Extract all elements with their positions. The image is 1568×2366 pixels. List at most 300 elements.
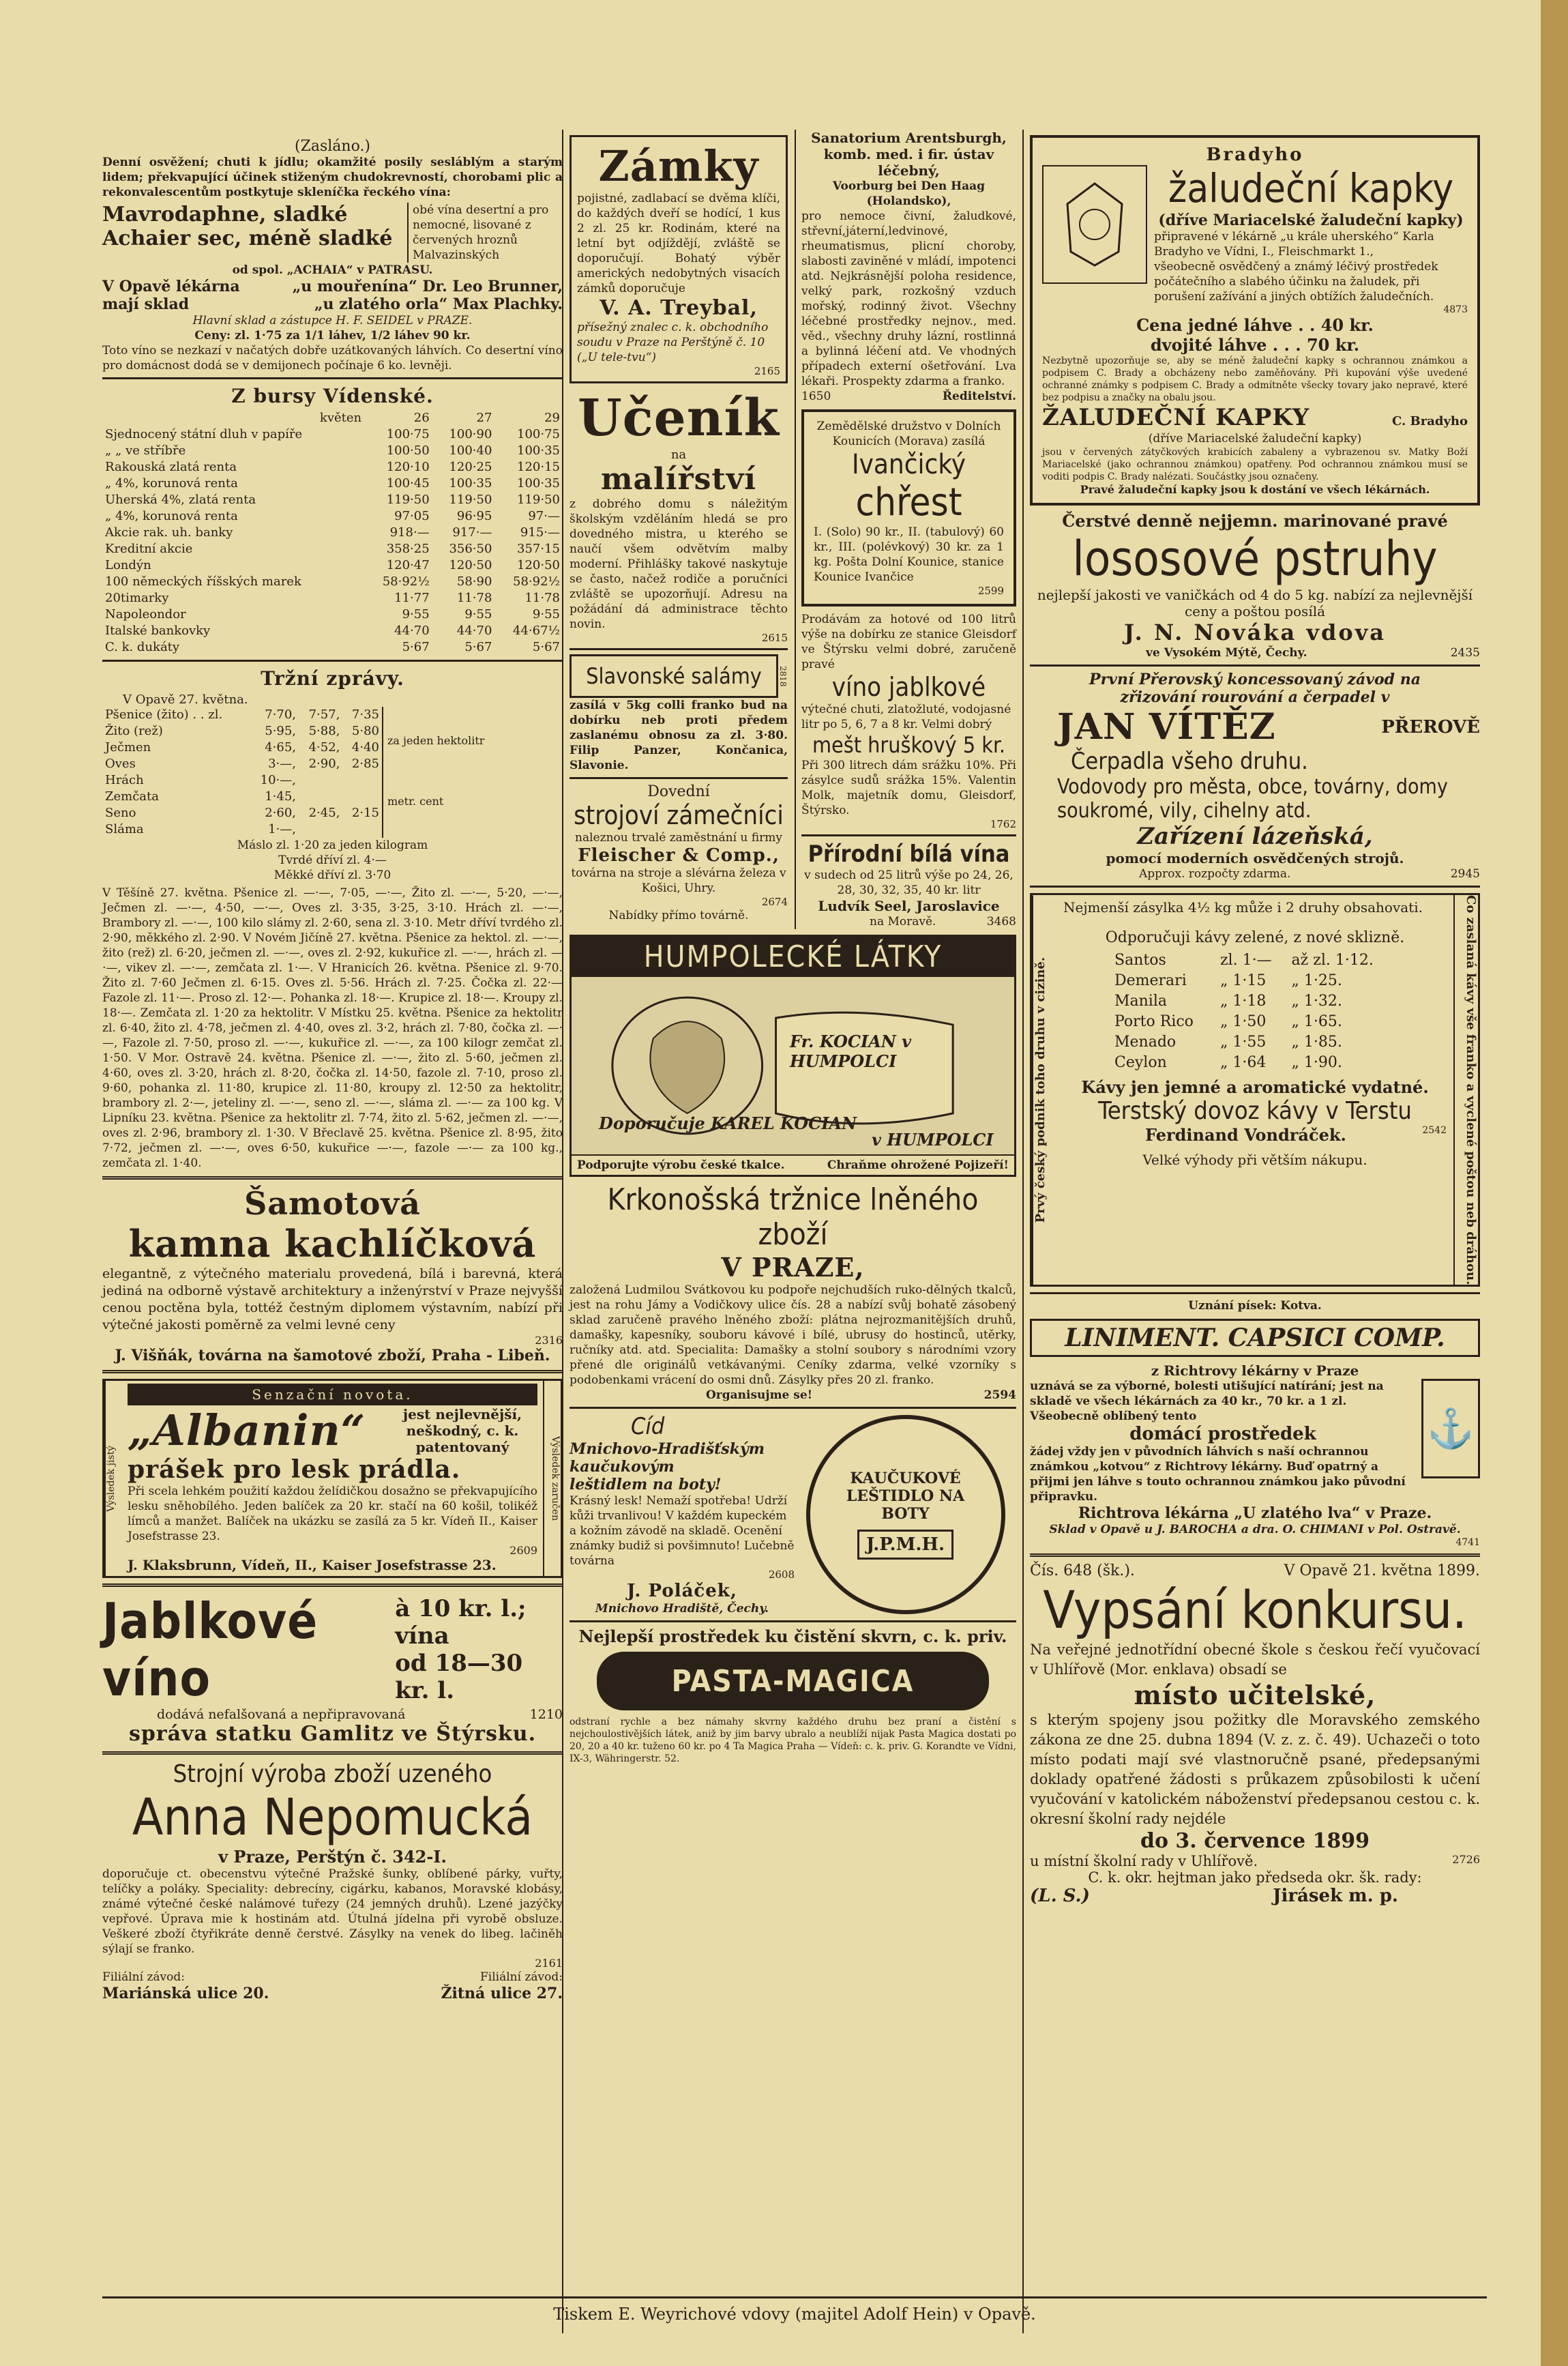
kava-row-a: „ 1·15 (1219, 972, 1267, 989)
wine-prices: Ceny: zl. 1·75 za 1/1 láhev, 1/2 láhev 90 kr. (194, 329, 471, 342)
sklad-label: mají sklad (102, 295, 190, 313)
vitez-number: 2945 (1450, 867, 1480, 881)
trzni-table (102, 707, 382, 838)
bursa-row-value: 100·90 (449, 427, 492, 441)
trzni-row (102, 707, 382, 723)
printer-imprint: Tiskem E. Weyrichové vdovy (majitel Adolf Hein) v Opavě. (553, 2305, 1036, 2324)
albanin-banner: Senzační novota. (128, 1384, 537, 1405)
kava-row (1112, 991, 1398, 1012)
kava-side-right: Co zaslaná kávy vše franko a vyclené poštou neb dráhou. (1453, 895, 1478, 1285)
trzni-row-value: 2·45, (308, 806, 340, 820)
trzni-row-name: Sláma (105, 822, 144, 836)
bursa-date: 27 (476, 411, 492, 425)
bursa-row (102, 476, 563, 492)
bursa-row-value: 119·50 (517, 493, 560, 507)
liniment-title: LINIMENT. CAPSICI COMP. (1030, 1319, 1480, 1357)
anna-filial-2: Žitná ulice 27. (441, 1985, 563, 2002)
trzni-row (102, 789, 382, 805)
bursa-row-value: 5·67 (464, 640, 492, 654)
wine-note: Toto víno se nezkazí v načatých dobře uzátkovaných láhvích. Co desertní víno pro domácnost dodá se v demijonech počínaje 6 ko. levněji. (102, 344, 563, 373)
trzni-row-value: 1·45, (265, 789, 297, 804)
bursa-row-value: 5·67 (532, 640, 560, 654)
pasta-body: odstraní rychle a bez námahy skvrny každého druhu bez praní a čistění s nejchoulostivějších látek, aniž by jim barvy ubralo a neublíží nijak Pasta Magica dostati po 20, 20 a 40 kr. tuženo 60 kr. po 4 Ta Magica Praha — Vídeň: c. k. priv. G. Korandte ve Vídni, IX-3, Währingerstr. 52. (569, 1717, 1016, 1764)
kava-row-n: Porto Rico (1114, 1013, 1194, 1030)
bursa-row-value: 44·70 (456, 624, 492, 638)
opava-label: V Opavě lékárna (102, 278, 240, 295)
bursa-row-value: 58·92½ (513, 574, 560, 589)
chrest-ad (801, 409, 1016, 607)
ucenik-ad (569, 389, 788, 644)
bursa-row-value: 58·90 (456, 574, 492, 589)
konkurs-body-4: C. k. okr. hejtman jako předseda okr. šk. rady: (1088, 1869, 1422, 1886)
zamecnici-firm: Fleischer & Comp., (578, 845, 780, 866)
lesk-name: J. Poláček, (627, 1581, 737, 1601)
lesk-body: Krásný lesk! Nemaží spotřeba! Udrží kůži trvanlivou! V každém kupeckém a kožním závodě na skladě. Ocenění známky budiž si povšimnuto! Lučebně továrna (569, 1494, 795, 1568)
albanin-name: „Albanin“ (128, 1405, 366, 1455)
bursa-row-value: 100·35 (517, 443, 560, 458)
lesk-line-1: Mnichovo-Hradišťským (569, 1440, 765, 1458)
pstruhy-place: ve Vysokém Mýtě, Čechy. (1146, 646, 1307, 660)
softwood-price: Měkké dříví zl. 3·70 (273, 868, 391, 882)
salamy-side-number: 2818 (778, 665, 788, 687)
bursa-row (102, 459, 563, 476)
albanin-side-left: Výsledek jistý (104, 1381, 122, 1576)
liniment-top: Uznání písek: Kotva. (1188, 1299, 1322, 1313)
zamky-info: přísežný znalec c. k. obchodního soudu v Praze na Perštýně č. 10 („U tele-tvu“) (577, 321, 769, 364)
trzni-row-name: Zemčata (105, 789, 160, 804)
konkurs-body-1: Na veřejné jednotřídní obecné škole s českou řečí vyučovací v Uhlířově (Mor. enklava) obsadí se (1030, 1641, 1480, 1678)
lesk-badge-text: KAUČUKOVÉ LEŠTIDLO NA BOTY (846, 1470, 965, 1523)
kava-price-table (1112, 950, 1398, 1073)
chrest-top: Zemědělské družstvo v Dolních Kounicích (Morava) zasílá (816, 420, 1001, 448)
bursa-row-value: 120·50 (517, 558, 560, 572)
kava-row-n: Manila (1114, 993, 1167, 1010)
kava-footer: Velké výhody při větším nákupu. (1142, 1152, 1367, 1168)
trzni-row-value (342, 772, 382, 789)
kava-row (1112, 971, 1398, 991)
zamecnici-top: Dovední (647, 783, 710, 800)
anna-name: Anna Nepomucká (132, 1788, 533, 1847)
brady-body-1: připravené v lékárně „u krále uherského“ Karla Bradyho ve Vídni, I., Fleischmarkt 1., (1154, 230, 1434, 259)
brady-subtitle-2: (dříve Mariacelské žaludeční kapky) (1148, 432, 1362, 446)
krkonosska-number: 2594 (983, 1388, 1016, 1402)
kava-row-n: Demerari (1114, 972, 1187, 989)
bursa-table (102, 410, 563, 656)
kava-top: Nejmenší zásylka 4½ kg může i 2 druhy obsahovati. (1063, 899, 1423, 916)
humpolec-illustration (572, 977, 1014, 1154)
zamecnici-title: strojoví zámečníci (574, 800, 784, 830)
zaslano-intro: Denní osvěžení; chuti k jídlu; okamžité posily sesláblým a starým lidem; překvapující účinek stiženým chudokrevností, chorobami plic a rekonvalescentům postkytuje skleníčka řeckého vína: (102, 156, 563, 199)
bursa-row-value: 358·25 (386, 542, 430, 556)
kava-row-n: Santos (1114, 952, 1166, 969)
samotova-title: Šamotová (244, 1185, 421, 1222)
brady-footer: Pravé žaludeční kapky jsou k dostání ve všech lékárnách. (1080, 483, 1430, 496)
bursa-row (102, 525, 563, 541)
vitez-city: PŘEROVĚ (1381, 716, 1480, 737)
bursa-row-value: 100·75 (517, 427, 560, 441)
bursa-row-value: 58·92½ (382, 574, 430, 589)
market-reports: V Těšíně 27. května. Pšenice zl. —·—, 7·05, —·—, Žito zl. —·—, 5·20, —·—, Ječmen zl. —·—, 4·50, —·—, Oves zl. 3·35, 3·25, 3·10. Hrách zl. —·—, Brambory zl. —·—, 100 kilo slámy zl. 2·60, sena zl. 3·10. Metr dříví tvrdého zl. 2·90, měkkého zl. 2·90. V Novém Jičíně 27. května. Pšenice za hektol. zl. —·—, žito (rež) zl. 6·20, ječmen zl. —·—, oves zl. 2·92, kukuřice zl. —·—, hrách zl. —·—, vikev zl. —·—, zemčata zl. 1·—. V Hranicích 26. května. Pšenice zl. 9·70. Žito zl. 7·60 Ječmen zl. 6·15. Oves zl. 5·56. Hrách zl. 7·25. Čočka zl. 22·— Fazole zl. 11·—. Proso zl. 12·—. Pohanka zl. 18·—. Krupice zl. 18·—. Kroupy zl. 18·—. Zemčata zl. 1·20 za hektolitr. V Místku 25. května. Pšenice za hektolitr zl. 6·40, žito zl. 4·78, ječmen zl. 4·40, oves zl. 3·2, hrách zl. 7·80, čočka zl. —·—, Fazole zl. 7·50, proso zl. —·—, kukuřice zl. —·—, za 100 kilogr zemčat zl. 1·50. V Mor. Ostravě 24. května. Pšenice zl. —·—, žito zl. 5·60, ječmen zl. 4·60, oves zl. 3·20, hrách zl. 8·20, čočka zl. 14·50, fazole zl. 7·10, proso zl. 9·60, pohanka zl. 11·80, krupice zl. 11·80, kroupy zl. 12·50 za hektolitr, brambory zl. 2·—, jeteliny zl. —·—, seno zl. —·—, sláma zl. —·— za 100 kg. V Lipníku 23. května. Pšenice za hektolitr zl. 7·74, žito zl. 5·62, ječmen zl. —·—, oves zl. 2·96, brambory zl. 1·30. V Břeclavě 25. května. Pšenice zl. 8·95, žito 7·72, ječmen zl. —·—, oves 6·50, kukuřice —·—, fazole —·— za 100 kg., zemčata zl. 1·40. (102, 886, 563, 1170)
bursa-row-value: 9·55 (532, 607, 560, 622)
bursa-row-value: 100·35 (517, 476, 560, 491)
jablkove2-body2: Při 300 litrech dám srážku 10%. Při zásylce sudů srážka 15%. Valentin Molk, majetník domu, Gleisdorf, Štýrsko. (801, 759, 1016, 817)
bursa-row-value: 96·95 (456, 509, 492, 523)
pasta-name: PASTA-MAGICA (671, 1663, 915, 1699)
vina-title: Přírodní bílá vína (808, 841, 1010, 868)
bursa-row (102, 590, 563, 607)
kava-row-a: „ 1·50 (1219, 1013, 1267, 1030)
jablkove2-mest: mešt hruškový 5 kr. (812, 732, 1005, 758)
trzni-row-value: 2·85 (351, 757, 379, 771)
chrest-body: I. (Solo) 90 kr., II. (tabulový) 60 kr., III. (polévkový) 30 kr. za 1 kg. Pošta Dolní Kounice, stanice Kounice Ivančice (814, 525, 1004, 584)
liniment-sub: z Richtrovy lékárny v Praze (1151, 1362, 1359, 1379)
brady-body-3: Nezbytně upozorňuje se, aby se méně žaludeční kapky s ochrannou známkou a podpisem C. Brady a obcházeny nebo zaměňovány. Při kupování výše uvedené ochranné známky s podpisem C. Brady a odmítněte všecky tovary jako nepravé, které bez podpisu a značky na obalu jsou. (1042, 355, 1468, 403)
anna-filial-1-label: Filiální závod: (102, 1970, 186, 1984)
pstruhy-body: nejlepší jakosti ve vaničkách od 4 do 5 kg. nabízí za nejlevnější ceny a poštou posílá (1037, 587, 1473, 619)
liniment-body: uznává se za výborné, bolesti utišující natírání; jest na skladě ve všech lékárnách za 40 kr., 70 kr. a 1 zl. Všeobecně oblíbený tento (1030, 1379, 1384, 1424)
jablkove-number: 1210 (529, 1707, 563, 1722)
bursa-row-value: 120·10 (386, 460, 430, 474)
sanatorium-end: Ředitelství. (942, 390, 1016, 403)
bursa-row-value: 100·35 (449, 476, 492, 491)
kava-name: Terstský dovoz kávy v Terstu (1098, 1097, 1412, 1125)
humpolec-footer-right: Chraňme ohrožené Pojizeří! (827, 1158, 1009, 1172)
brady-number: 4873 (1443, 304, 1468, 315)
bursa-row-value: 44·67½ (513, 624, 560, 638)
wine-achaier: Achaier sec, méně sladké (102, 227, 393, 250)
lesk-badge-mono: J.P.M.H. (857, 1530, 953, 1560)
kava-row-b: „ 1·65. (1291, 1013, 1342, 1030)
brady-title-2: ŽALUDEČNÍ KAPKY (1042, 404, 1310, 431)
samotova-signature: J. Višňák, továrna na šamotové zboží, Praha - Libeň. (115, 1347, 550, 1364)
samotova-ad (102, 1185, 563, 1364)
vitez-ad (1030, 671, 1480, 881)
brady-subtitle: (dříve Mariacelské žaludeční kapky) (1158, 211, 1464, 229)
kava-row-b: „ 1·90. (1291, 1054, 1342, 1071)
wine-company: od spol. „ACHAIA“ v PATRASU. (232, 263, 433, 277)
humpolec-ad (569, 935, 1016, 1177)
bursa-row-value: 915·— (520, 525, 560, 540)
konkurs-body-2: s kterým spojeny jsou požitky dle Moravského zemského zákona ze dne 25. dubna 1894 (V. z. z. č. 49). Uchazeči o toto místo podati mají své vlastnoručně psané, předepsanými doklady opatřené žádosti s průkazem způsobilosti k učení vyučování v katolickém náboženství předepsanou cestou c. k. okresní školní rady nejdéle (1030, 1712, 1480, 1828)
trzni-row-name: Pšenice (žito) . . zl. (105, 707, 223, 722)
page-edge (1541, 0, 1568, 2366)
vitez-water: Vodovody pro města, obce, továrny, domy soukromé, vily, cihelny atd. (1057, 775, 1448, 823)
bursa-row-value: 9·55 (464, 607, 492, 622)
bursa-row-value: 11·77 (394, 591, 430, 605)
trzni-row-value: 4·65, (265, 740, 297, 755)
kava-row (1112, 950, 1398, 971)
kava-row-b: až zl. 1·12. (1291, 952, 1374, 969)
albanin-side-right: Výsledek zaručen (543, 1381, 561, 1576)
trzni-row-name: Hrách (105, 773, 144, 787)
kava-row (1112, 1012, 1398, 1032)
pstruhy-top: Čerstvé denně nejjemn. marinované pravé (1062, 511, 1448, 531)
jablkove-signature: správa statku Gamlitz ve Štýrsku. (128, 1722, 537, 1746)
bursa-row-value: 918·— (389, 525, 430, 540)
krkonosska-ad (569, 1182, 1016, 1403)
hardwood-price: Tvrdé dříví zl. 4·— (278, 853, 387, 867)
brady-price-2: dvojité láhve . . . 70 kr. (1150, 335, 1360, 355)
bursa-row (102, 623, 563, 639)
kava-owner: Ferdinand Vondráček. (1145, 1125, 1346, 1145)
krkonosska-footer: Organisujme se! (706, 1388, 813, 1402)
trzni-row-value (342, 789, 382, 805)
liniment-number: 4741 (1455, 1537, 1480, 1549)
salamy-title: Slavonské salámy (569, 654, 778, 698)
humpolec-line-1: Fr. KOCIAN v HUMPOLCI (790, 1032, 912, 1071)
zamecnici-body2: továrna na stroje a slévárna železa v Košici, Uhry. (571, 866, 786, 895)
jablkove2-title: víno jablkové (831, 672, 986, 702)
anna-top: Strojní výroba zboží uzeného (173, 1760, 492, 1788)
footer-rule (102, 2296, 1487, 2298)
bursa-row-value: 9·55 (402, 607, 430, 622)
salamy-ad (569, 654, 788, 773)
jablkove2-top: Prodávám za hotové od 100 litrů výše na dobírku ze stanice Gleisdorf ve Štýrsku velmi dobré, zaručeně pravé (801, 613, 1016, 671)
butter-price: Máslo zl. 1·20 za jeden kilogram (237, 838, 428, 852)
kava-intro: Odporučuji kávy zelené, z nové sklizně. (1105, 929, 1405, 946)
lesk-line-3: leštidlem na boty! (569, 1476, 722, 1493)
brady-title-2b: C. Bradyho (1391, 414, 1468, 428)
lesk-line-2: kaučukovým (569, 1458, 675, 1476)
anna-ad (102, 1760, 563, 2002)
brady-top: Bradyho (1206, 145, 1304, 165)
lesk-top: Cíd (631, 1413, 665, 1440)
samotova-subtitle: kamna kachlíčková (128, 1222, 537, 1266)
bursa-row-value: 357·15 (517, 542, 560, 556)
bursa-row-value: 100·40 (449, 443, 492, 458)
liniment-ad (1030, 1298, 1480, 1548)
konkurs-number: Čís. 648 (šk.). (1030, 1562, 1135, 1580)
anchor-icon: ⚓ (1421, 1379, 1480, 1478)
brady-ad (1030, 135, 1480, 506)
bursa-row-value: 11·78 (524, 591, 560, 605)
wine-description: obé vína desertní a pro nemocné, lisované z červených hroznů Malvazinských (407, 203, 563, 263)
opava-pharmacy: „u mouřenína“ Dr. Leo Brunner, (292, 278, 563, 295)
trzni-row (102, 821, 382, 838)
humpolec-footer-left: Podporujte výrobu české tkalce. (577, 1158, 785, 1172)
pasta-title: Nejlepší prostředek ku čistění skvrn, c. k. priv. (578, 1626, 1007, 1646)
konkurs-misto: místo učitelské, (1134, 1680, 1376, 1711)
vitez-footer: Approx. rozpočty zdarma. (1139, 867, 1291, 881)
anna-address: v Praze, Perštýn č. 342-I. (218, 1847, 447, 1867)
trzni-row-value: 3·—, (268, 757, 297, 771)
bursa-row-value: 120·15 (517, 460, 560, 474)
bursa-date: 26 (413, 411, 430, 425)
bursa-heading: Z bursy Vídenské. (231, 385, 434, 407)
bursa-date-label: květen (319, 411, 362, 425)
pasta-ad (569, 1626, 1016, 1765)
bursa-row-value: 356·50 (449, 542, 492, 556)
trzni-row (102, 740, 382, 756)
trzni-row-value: 5·80 (351, 724, 379, 738)
bursa-row-value: 120·47 (386, 558, 430, 572)
vina-sub: na Moravě. (870, 915, 936, 929)
jablkove2-body: výtečné chuti, zlatožluté, vodojasné litr po 5, 6, 7 a 8 kr. Velmi dobrý (801, 703, 1011, 731)
vina-name: Ludvík Seel, Jaroslavice (818, 898, 1000, 914)
bursa-row (102, 557, 563, 574)
bursa-row-value: 100·45 (386, 476, 430, 491)
brady-price-1: Cena jedné láhve . . 40 kr. (1136, 315, 1374, 335)
trzni-row-value: 5·95, (265, 724, 297, 738)
pasta-tube-icon (597, 1652, 989, 1710)
sanatorium-location: Voorburg bei Den Haag (Holandsko), (832, 179, 986, 208)
albanin-product: prášek pro lesk prádla. (128, 1455, 461, 1484)
albanin-number: 2609 (509, 1544, 537, 1557)
sanatorium-ad (801, 130, 1016, 404)
jablkove-price-1: à 10 kr. l.; vína (395, 1595, 527, 1650)
zamky-number: 2165 (754, 365, 780, 377)
trzni-row-value (299, 821, 342, 838)
column-right (1023, 130, 1487, 1906)
vina-number: 3468 (986, 915, 1016, 929)
kava-row-a: „ 1·55 (1219, 1034, 1267, 1051)
bursa-row-name: 100 německých říšských marek (105, 574, 301, 589)
sklad-pharmacy: „u zlatého orla“ Max Plachky. (314, 295, 563, 313)
zamecnici-ad (569, 783, 788, 923)
vina-ad (801, 841, 1016, 929)
trzni-row-name: Oves (105, 757, 136, 771)
vitez-top-2: zřizování rourování a čerpadel v (1120, 688, 1390, 706)
kava-slogan: Kávy jen jemné a aromatické vydatné. (1081, 1077, 1429, 1097)
zamky-title: Zámky (598, 141, 759, 191)
kava-row-b: „ 1·85. (1291, 1034, 1342, 1051)
jablkove-title: Jablkové víno (102, 1592, 319, 1707)
trzni-row-value (342, 821, 382, 838)
pstruhy-title: lososové pstruhy (1072, 531, 1438, 587)
ucenik-na: na (670, 448, 687, 462)
jablkove-sub: dodává nefalšovaná a nepřipravovaná (157, 1707, 406, 1722)
bursa-row (102, 426, 563, 443)
bursa-row-value: 119·50 (449, 493, 492, 507)
bursa-row-value: 100·75 (386, 427, 430, 441)
liniment-body-2: žádej vždy jen v původních láhvích s naší ochrannou známkou „kotvou“ z Richtrovy lékárny. Buď opatrný a přijmi jen láhve s touto ochrannou známkou jako původní připravku. (1030, 1445, 1406, 1504)
kava-row-b: „ 1·32. (1291, 993, 1342, 1010)
bursa-row (102, 607, 563, 623)
trzni-row-value: 2·90, (308, 757, 340, 771)
liniment-sklad: Sklad v Opavě u J. BAROCHA a dra. O. CHIMANI v Pol. Ostravě. (1049, 1523, 1461, 1537)
column-left (102, 130, 563, 2002)
konkurs-body-3: u místní školní rady v Uhlířově. (1030, 1853, 1258, 1870)
trzni-row-value (299, 789, 342, 805)
bursa-row-name: Uherská 4%, zlatá renta (105, 493, 256, 507)
kava-row-b: „ 1·25. (1291, 972, 1342, 989)
ucenik-malirstvi: malířství (600, 462, 757, 497)
chrest-number: 2599 (977, 585, 1004, 597)
trzni-row (102, 723, 382, 740)
trzni-row (102, 805, 382, 821)
trzni-row-value: 7·35 (351, 707, 379, 722)
bursa-row-value: 120·25 (449, 460, 492, 474)
trzni-row-name: Ječmen (105, 740, 151, 755)
konkurs-title: Vypsání konkursu. (1043, 1579, 1467, 1641)
trzni-row-value (299, 772, 342, 789)
trzni-row-value: 2·60, (265, 806, 297, 820)
liniment-name: Richtrova lékárna „U zlatého lva“ v Praze. (1078, 1504, 1432, 1523)
bursa-row-value: 97·— (528, 509, 560, 523)
anna-filial-1: Mariánská ulice 20. (102, 1985, 269, 2002)
trzni-row-value: 2·15 (351, 806, 379, 820)
trzni-row-value: 7·70, (265, 707, 297, 722)
anna-number: 2161 (535, 1957, 563, 1970)
bursa-row (102, 639, 563, 656)
bursa-row-name: Akcie rak. uh. banky (105, 525, 233, 540)
albanin-signature: J. Klaksbrunn, Vídeň, II., Kaiser Josefstrasse 23. (128, 1557, 497, 1573)
bursa-date: 29 (544, 411, 560, 425)
sanatorium-title: Sanatorium Arentsburgh, (811, 130, 1007, 146)
liniment-home-remedy: domácí prostředek (1129, 1424, 1316, 1445)
bursa-row-value: 917·— (452, 525, 492, 540)
konkurs-date: V Opavě 21. května 1899. (1284, 1562, 1480, 1580)
trzni-section (102, 667, 563, 1171)
konkurs-ls: (L. S.) (1030, 1886, 1090, 1907)
jablkove2-number: 1762 (990, 818, 1016, 830)
brady-body-4: jsou v červených zátyčkových krabicích zabaleny a vybrazenou sv. Matky Boží Mariacelské (jako ochrannou známkou) opatřeny. Pod ochrannou známkou musí se voditi podpis C. Brady nalézati. Součástky jsou označeny. (1042, 447, 1468, 482)
salamy-body: zasílá v 5kg colli franko bud na dobírku neb proti předem zaslanému obnosu za zl. 3·80. Filip Panzer, Končanica, Slavonie. (569, 699, 788, 772)
bursa-row-name: Italské bankovky (105, 624, 211, 638)
trzni-row-value: 1·—, (268, 822, 297, 836)
bursa-row (102, 574, 563, 590)
kava-row (1112, 1053, 1398, 1073)
pstruhy-number: 2435 (1450, 646, 1480, 660)
bursa-row-name: „ 4%, korunová renta (105, 509, 238, 523)
ucenik-body: z dobrého domu s náležitým školským vzděláním hledá se pro dovedného mistra, u kterého se naučí všem odvětvím malby moderní. Přihlášky takové naskytuje se často, načež rodiče a poručníci zvláště se upozorňují. Adresu na požádání dá administrace těchto novin. (569, 497, 788, 631)
kava-row-n: Menado (1114, 1034, 1177, 1051)
anna-filial-2-label: Filiální závod: (479, 1970, 563, 1984)
kava-number: 2542 (1422, 1125, 1447, 1136)
kava-row-a: „ 1·18 (1219, 993, 1267, 1010)
sanatorium-number: 1650 (801, 390, 831, 403)
sanatorium-sub: komb. med. i fir. ústav léčebný, (823, 146, 994, 179)
trzni-row (102, 772, 382, 789)
trzni-row-name: Žito (rež) (105, 724, 163, 738)
wine-mavrodaphne: Mavrodaphne, sladké (102, 203, 348, 227)
bursa-row-name: Napoleondor (105, 607, 186, 622)
bursa-row-value: 120·50 (449, 558, 492, 572)
kava-side-left: Prvý český podnik toho druhu v cizině. (1032, 895, 1056, 1285)
anna-body: doporučuje ct. obecenstvu výtečné Pražské šunky, oblíbené párky, vuřty, telíčky a poláky. Speciality: debrecíny, cigárku, kabanos, Moravské klobásy, známé výtečné české nalámové tuřezy (24 jemných druhů). Lzené jazýčky vepřové. Úprava mie k hostinám atd. Útulná jídelna při vyrobě obsluze. Veškeré zboží čtyřikráte denně čerstvé. Zásylky na venek do libeg. lačiněh sýlají se franko. (102, 1867, 563, 1956)
unit-cent: metr. cent (387, 795, 444, 808)
bursa-row (102, 508, 563, 525)
zamky-ad (569, 135, 788, 383)
chrest-title-2: chřest (855, 480, 962, 525)
trzni-opava: V Opavě 27. května. (123, 692, 248, 707)
bursa-row-value: 97·05 (394, 509, 430, 523)
vitez-top-1: První Přerovský koncessovaný závod na (1089, 671, 1421, 688)
brady-seal-icon (1042, 165, 1147, 284)
konkurs-notice-number: 2726 (1452, 1853, 1480, 1867)
kava-ad (1030, 893, 1480, 1287)
samotova-number: 2316 (535, 1334, 563, 1347)
konkurs-deadline: do 3. července 1899 (1140, 1829, 1370, 1854)
bursa-row (102, 443, 563, 459)
bursa-row-value: 100·50 (386, 443, 430, 458)
zamky-name: V. A. Treybal, (600, 296, 758, 320)
samotova-body: elegantně, z výtečného materialu provedená, bílá i barevná, která jediná na odborně výstavě architektury a inženýrství v Praze nejvyšší cenou poctěna byla, tottéž čestným diplomem výstavním, nabízí při výtečné jakosti poměrně za velmi levné ceny (102, 1266, 563, 1332)
bursa-row-name: Londýn (105, 558, 151, 572)
kava-row (1112, 1032, 1398, 1053)
albanin-body: Při scela lehkém použití každou želídičkou dosažno se překvapujícího lesku sněhobílého. Jeden balíček za 20 kr. stačí na 60 košil, tolikéž límců a manžet. Balíček na ukázku se zasílá za 5 kr. Vídeň II., Kaiser Josefstrasse 23. (128, 1485, 537, 1543)
column-middle (563, 130, 1023, 1765)
lesk-ad (569, 1413, 1016, 1616)
zaslano-heading: (Zasláno.) (294, 138, 371, 155)
jablkove-vino-2-ad (801, 612, 1016, 830)
trzni-row-value: 4·40 (351, 740, 379, 755)
trzni-row-value: 7·57, (308, 707, 340, 722)
bursa-row-name: Rakouská zlatá renta (105, 460, 237, 474)
lesk-badge-icon (806, 1415, 1005, 1614)
jablkove-price-2: od 18—30 kr. l. (395, 1650, 523, 1704)
main-warehouse: Hlavní sklad a zástupce H. F. SEIDEL v PRAZE. (192, 314, 473, 327)
